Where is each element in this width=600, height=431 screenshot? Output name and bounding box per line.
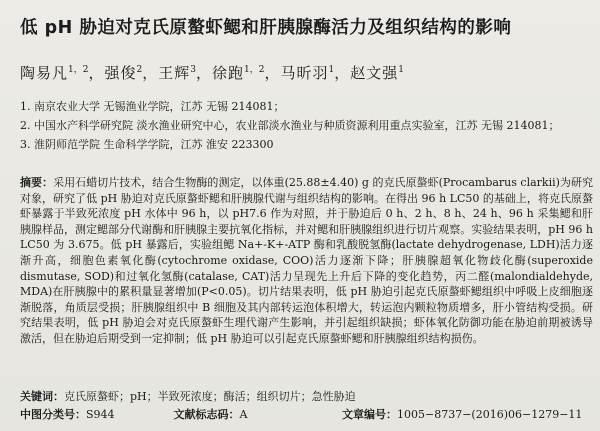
author-affiliation-mark: 2 bbox=[136, 65, 143, 75]
author-name: 王辉 bbox=[158, 64, 191, 82]
article-number-label: 文章编号： bbox=[342, 408, 397, 421]
keywords-text: 克氏原螯虾；pH；半致死浓度；酶活；组织切片；急性胁迫 bbox=[64, 390, 356, 403]
author-affiliation-mark: 1，2 bbox=[244, 65, 265, 75]
author-separator: ， bbox=[142, 64, 159, 82]
author-name: 徐跑 bbox=[212, 64, 245, 82]
affiliation-3: 3. 淮阴师范学院 生命科学学院，江苏 淮安 223300 bbox=[20, 138, 274, 151]
author-name: 强俊 bbox=[104, 64, 137, 82]
affiliation-list bbox=[20, 97, 590, 154]
author-affiliation-mark: 1 bbox=[398, 65, 405, 75]
affiliation-2: 2. 中国水产科学研究院 淡水渔业研究中心，农业部淡水渔业与种质资源利用重点实验室，江苏 无锡 214081； bbox=[20, 119, 560, 132]
clc-label: 中图分类号： bbox=[20, 408, 86, 421]
author-list bbox=[20, 62, 404, 83]
keywords bbox=[20, 388, 356, 404]
classification-line bbox=[20, 406, 595, 422]
paper-title: 低 pH 胁迫对克氏原螯虾鳃和肝胰腺酶活力及组织结构的影响 bbox=[20, 18, 512, 38]
author-affiliation-mark: 3 bbox=[190, 65, 196, 75]
author-separator: ， bbox=[264, 64, 281, 82]
author-name: 赵文强 bbox=[350, 64, 399, 82]
author-name: 陶易凡 bbox=[20, 64, 69, 82]
abstract-text: 采用石蜡切片技术，结合生物酶的测定，以体重(25.88±4.40) g 的克氏原螯虾(Procambarus clarkii)为研究对象，研究了低 pH 胁迫对克氏原螯虾鳃和肝胰腺代谢与组织结构的影响。在得出 96 h LC50 的基础上，将克氏原螯虾暴露于半致死浓度 pH 水体中 96 h，以 pH7.6 作为对照，并于胁迫后 0 h、2 h、8 h、24 h、96 h 采集鳃和肝胰腺样品，测定鳃部分代谢酶和肝胰腺主要抗氧化指标，并对鳃和肝胰腺组织进行切片观察。实验结果表明，pH 96 h LC50 为 3.675。低 pH 暴露后，实验组鳃 Na+-K+-ATP 酶和乳酸脱氢酶(lactate dehydrogenase, LDH)活力逐渐升高，细胞色素氧化酶(cytochrome oxidase, COO)活力逐渐下降；肝胰腺超氧化物歧化酶(superoxide dismutase, SOD)和过氧化氢酶(catalase, CAT)活力呈现先上升后下降的变化趋势，丙二醛(malondialdehyde, MDA)在肝胰腺中的累积量显著增加(P<0.05)。切片结果表明，低 pH 胁迫引起克氏原螯虾鳃组织中呼吸上皮细胞逐渐脱落，角质层受损；肝胰腺组织中 B 细胞及其内部转运泡体积增大，转运泡内颗粒物质增多，肝小管结构受损。研究结果表明，低 pH 胁迫会对克氏原螯虾生理代谢产生影响，并引起组织缺损；虾体氧化防御功能在胁迫前期被诱导激活，但在胁迫后期受到一定抑制；低 pH 胁迫可以引起克氏原螯虾鳃和肝胰腺组织结构损伤。 bbox=[20, 176, 593, 345]
document-code-label: 文献标志码： bbox=[173, 408, 240, 421]
clc-value: S944 bbox=[86, 408, 115, 421]
document-code-value: A bbox=[239, 408, 248, 421]
author-separator: ， bbox=[196, 64, 213, 82]
author-name: 马昕羽 bbox=[280, 64, 329, 82]
author-separator: ， bbox=[334, 64, 351, 82]
author-separator: ， bbox=[88, 64, 105, 82]
keywords-label: 关键词： bbox=[20, 390, 64, 403]
article-number-value: 1005−8737−(2016)06−1279−11 bbox=[397, 408, 583, 421]
affiliation-1: 1. 南京农业大学 无锡渔业学院，江苏 无锡 214081； bbox=[20, 100, 285, 113]
abstract-label: 摘要： bbox=[20, 176, 54, 189]
author-affiliation-mark: 1，2 bbox=[68, 65, 89, 75]
abstract bbox=[20, 175, 593, 347]
author-affiliation-mark: 1 bbox=[328, 65, 335, 75]
